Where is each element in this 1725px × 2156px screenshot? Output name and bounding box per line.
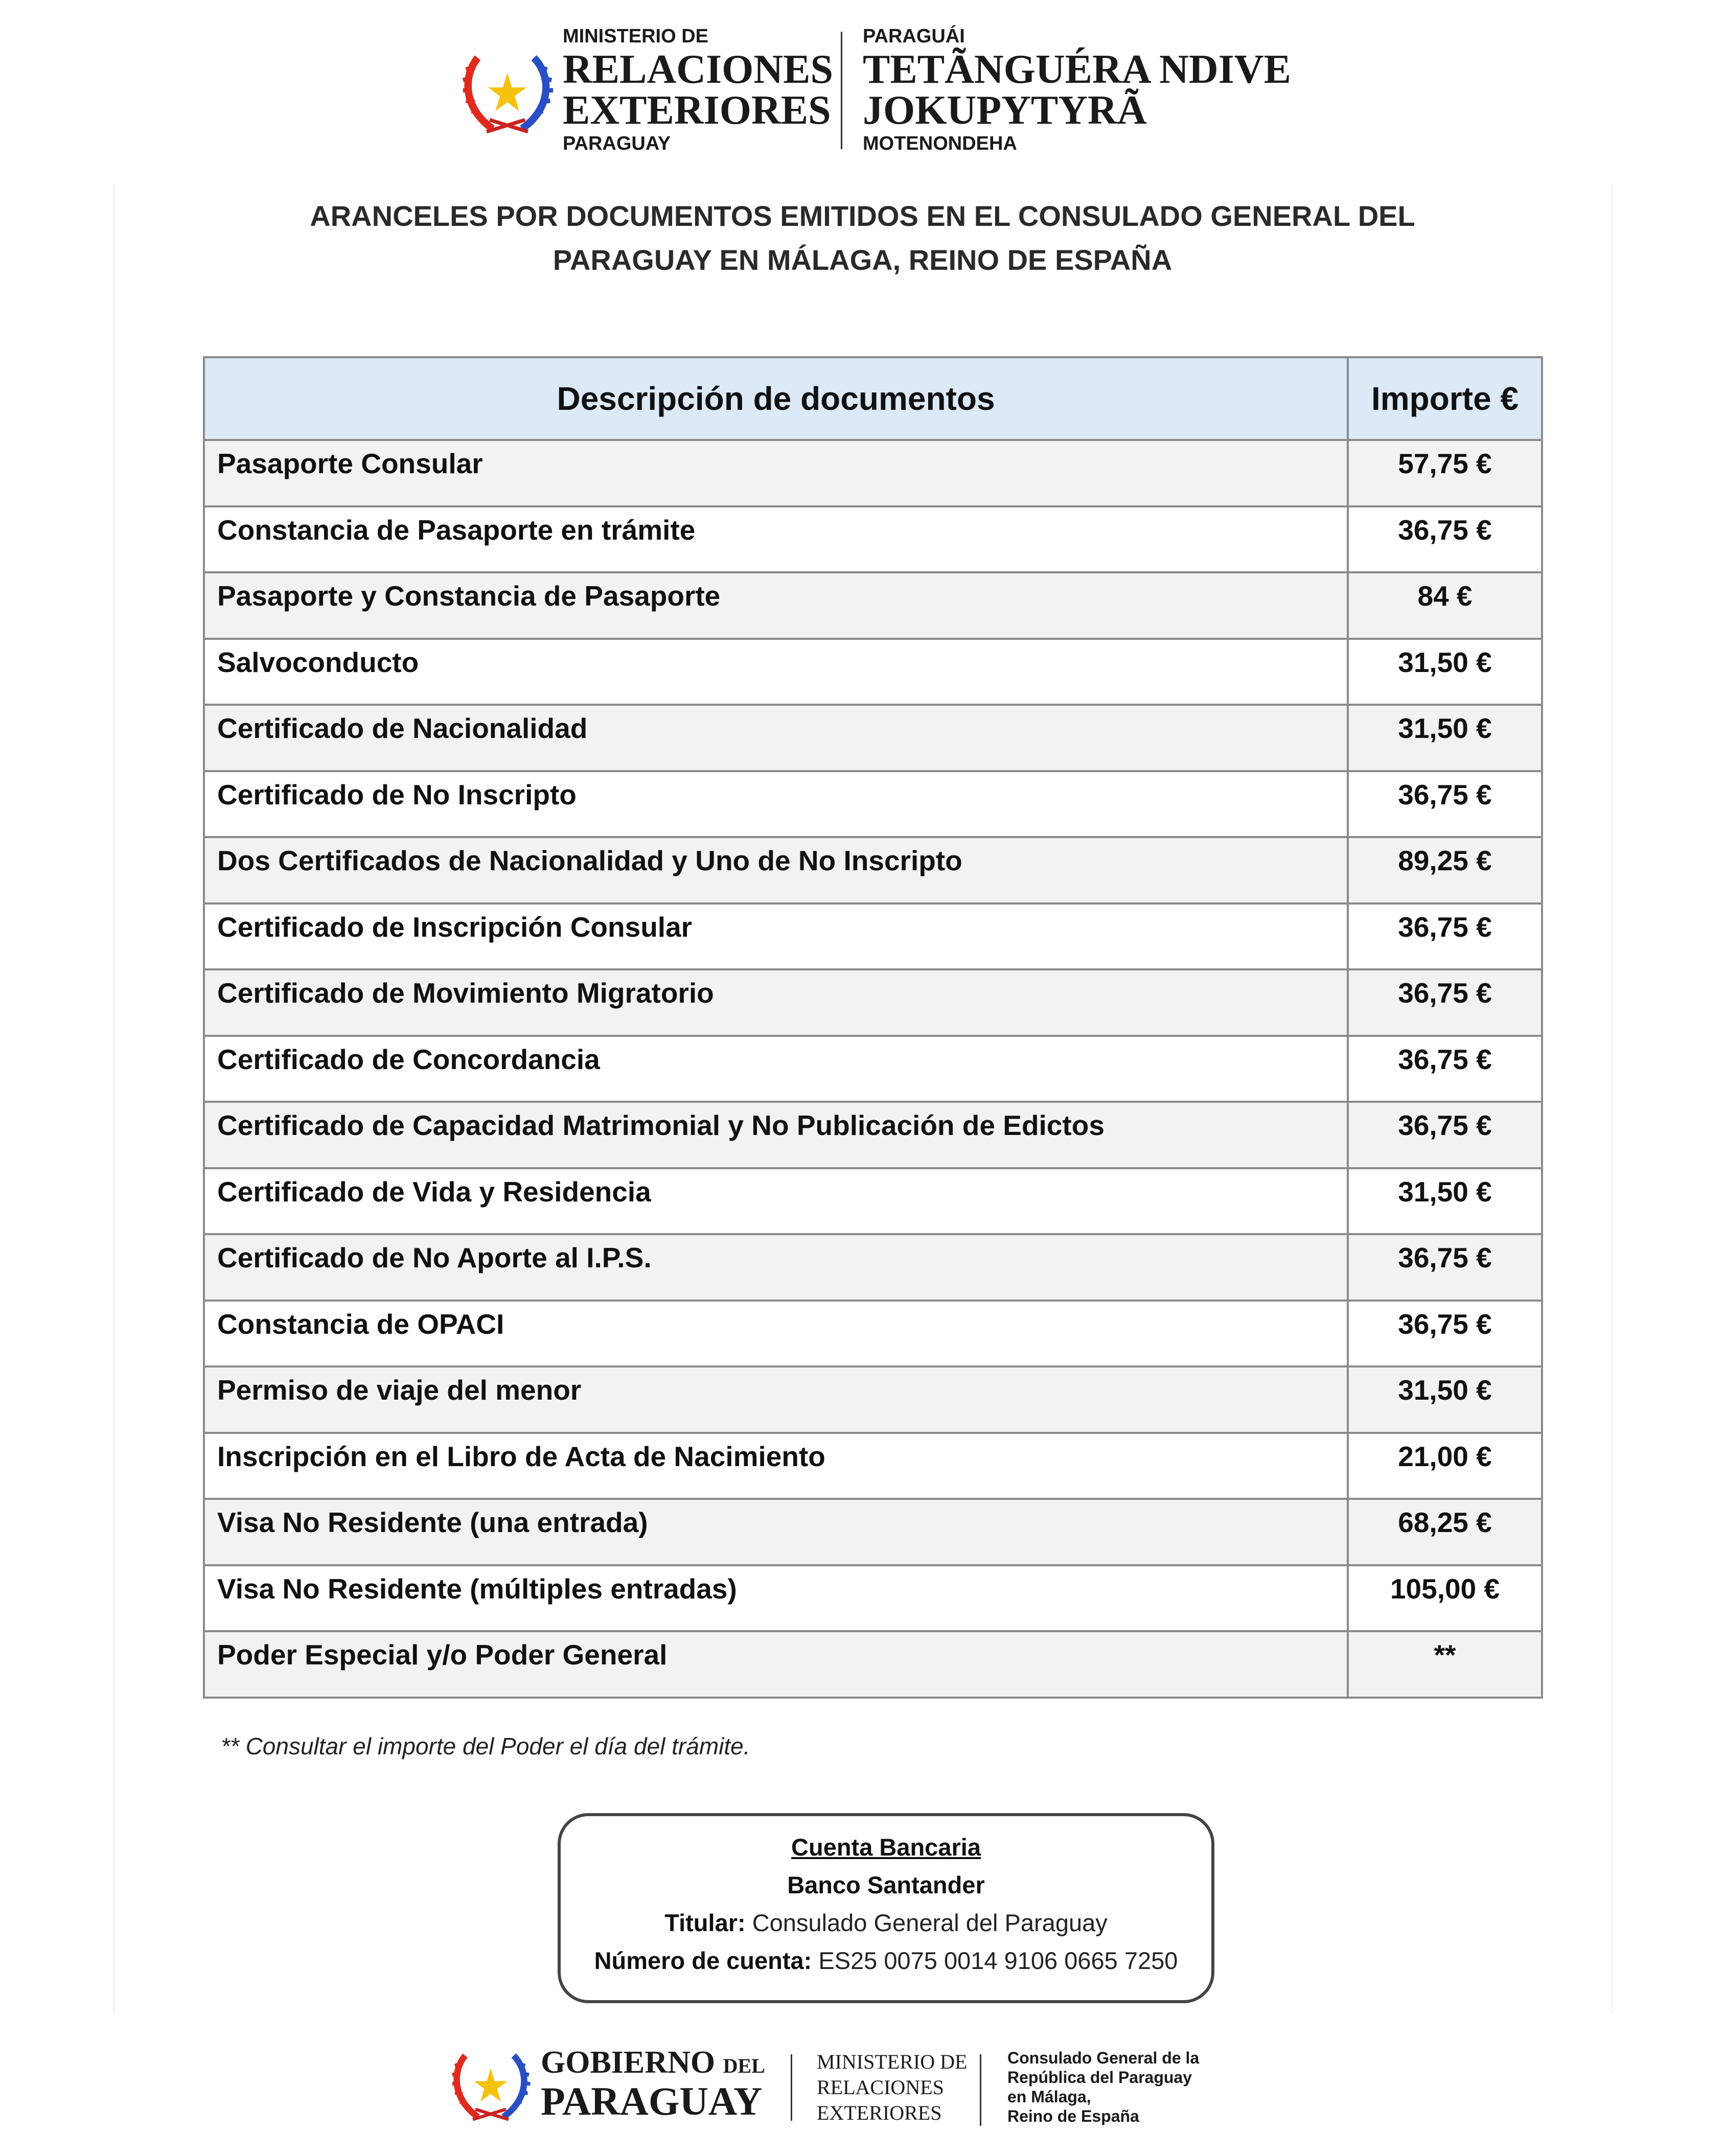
document-amount: 31,50 € [1348,1168,1542,1235]
document-amount: 36,75 € [1348,1036,1542,1102]
document-description: Constancia de Pasaporte en trámite [204,506,1348,573]
document-amount: 36,75 € [1348,903,1542,970]
document-description: Certificado de Inscripción Consular [204,903,1348,970]
logo-text: GOBIERNO [541,2045,716,2080]
document-amount: 36,75 € [1348,506,1542,573]
title-line: PARAGUAY EN MÁLAGA, REINO DE ESPAÑA [553,244,1172,276]
bank-heading: Cuenta Bancaria [791,1834,981,1861]
document-amount: 31,50 € [1348,1366,1542,1433]
document-amount: 84 € [1348,572,1542,639]
logo-text: DEL [723,2054,765,2077]
title-line: ARANCELES POR DOCUMENTOS EMITIDOS EN EL CONSULADO GENERAL DEL [310,200,1415,232]
logo-divider [791,2054,792,2121]
consulate-text: en Málaga, [1007,2088,1091,2106]
logo-text-block [863,27,1291,153]
table-row [204,440,1542,506]
footnote: ** Consultar el importe del Poder el día del trámite. [221,1733,750,1759]
table-row [204,1433,1542,1499]
table-header-row [204,357,1542,440]
page-edge-left [113,184,114,2013]
document-amount: 105,00 € [1348,1565,1542,1632]
document-title [0,194,1725,282]
logo-text: PARAGUAY [541,2079,763,2123]
bank-name: Banco Santander [787,1871,985,1898]
table-row [204,903,1542,970]
table-row [204,1499,1542,1565]
document-amount: 68,25 € [1348,1499,1542,1565]
document-amount: 36,75 € [1348,771,1542,838]
account-label: Número de cuenta: [594,1947,812,1974]
document-description: Certificado de No Inscripto [204,771,1348,838]
document-description: Certificado de Nacionalidad [204,705,1348,771]
page-edge-right [1611,184,1613,2013]
logo-text-block [541,2047,765,2121]
table-row [204,1036,1542,1102]
document-amount: 31,50 € [1348,639,1542,705]
logo-divider [841,32,842,149]
logo-text: MINISTERIO DE [817,2050,968,2073]
table-row [204,1301,1542,1367]
logo-text: JOKUPYTYRÃ [863,88,1147,133]
document-amount: 21,00 € [1348,1433,1542,1499]
table-row [204,572,1542,639]
document-description: Constancia de OPACI [204,1301,1348,1367]
account-number: ES25 0075 0014 9106 0665 7250 [818,1947,1178,1974]
logo-text: EXTERIORES [563,88,831,133]
holder-label: Titular: [664,1909,746,1936]
document-description: Certificado de Concordancia [204,1036,1348,1102]
table-row [204,705,1542,771]
coat-of-arms-emblem-icon [460,51,555,135]
logo-text: RELACIONES [817,2076,944,2099]
table-row [204,837,1542,903]
document-description: Certificado de Movimiento Migratorio [204,969,1348,1036]
consulate-text: República del Paraguay [1007,2068,1192,2087]
document-amount: 36,75 € [1348,1102,1542,1168]
document-description: Pasaporte y Constancia de Pasaporte [204,572,1348,639]
document-description: Inscripción en el Libro de Acta de Nacimiento [204,1433,1348,1499]
table-row [204,1565,1542,1632]
document-description: Dos Certificados de Nacionalidad y Uno de No Inscripto [204,837,1348,903]
table-row [204,1631,1542,1698]
logo-text: TETÃNGUÉRA NDIVE [863,47,1291,92]
document-description: Visa No Residente (una entrada) [204,1499,1348,1565]
document-amount: ** [1348,1631,1542,1698]
document-amount: 57,75 € [1348,440,1542,506]
document-description: Salvoconducto [204,639,1348,705]
table-row [204,1102,1542,1168]
document-amount: 89,25 € [1348,837,1542,903]
document-amount: 31,50 € [1348,705,1542,771]
document-amount: 36,75 € [1348,969,1542,1036]
table-row [204,639,1542,705]
logo-text: RELACIONES [563,47,834,92]
consulate-text: Reino de España [1007,2107,1139,2125]
fees-table [203,356,1543,1699]
document-amount: 36,75 € [1348,1301,1542,1367]
logo-divider [980,2054,981,2126]
table-row [204,1168,1542,1235]
consulate-text: Consulado General de la [1007,2049,1200,2067]
coat-of-arms-emblem-icon [450,2047,532,2126]
table-row [204,1234,1542,1301]
document-amount: 36,75 € [1348,1234,1542,1301]
table-row [204,969,1542,1036]
logo-text: EXTERIORES [817,2101,942,2124]
logo-text: MINISTERIO DE [563,26,709,47]
document-description: Visa No Residente (múltiples entradas) [204,1565,1348,1632]
document-description: Poder Especial y/o Poder General [204,1631,1348,1698]
logo-text: PARAGUÁI [863,26,965,47]
table-row [204,506,1542,573]
logo-text: MOTENONDEHA [863,133,1017,154]
document-description: Certificado de No Aporte al I.P.S. [204,1234,1348,1301]
column-header-amount: Importe € [1348,357,1542,440]
table-row [204,771,1542,838]
table-row [204,1366,1542,1433]
logo-text: PARAGUAY [563,133,671,154]
document-description: Certificado de Vida y Residencia [204,1168,1348,1235]
logo-text-block [563,27,833,153]
document-description: Pasaporte Consular [204,440,1348,506]
column-header-description: Descripción de documentos [204,357,1348,440]
document-description: Certificado de Capacidad Matrimonial y No Publicación de Edictos [204,1102,1348,1168]
document-description: Permiso de viaje del menor [204,1366,1348,1433]
bank-account-box [558,1813,1214,2003]
holder-value: Consulado General del Paraguay [752,1909,1108,1936]
